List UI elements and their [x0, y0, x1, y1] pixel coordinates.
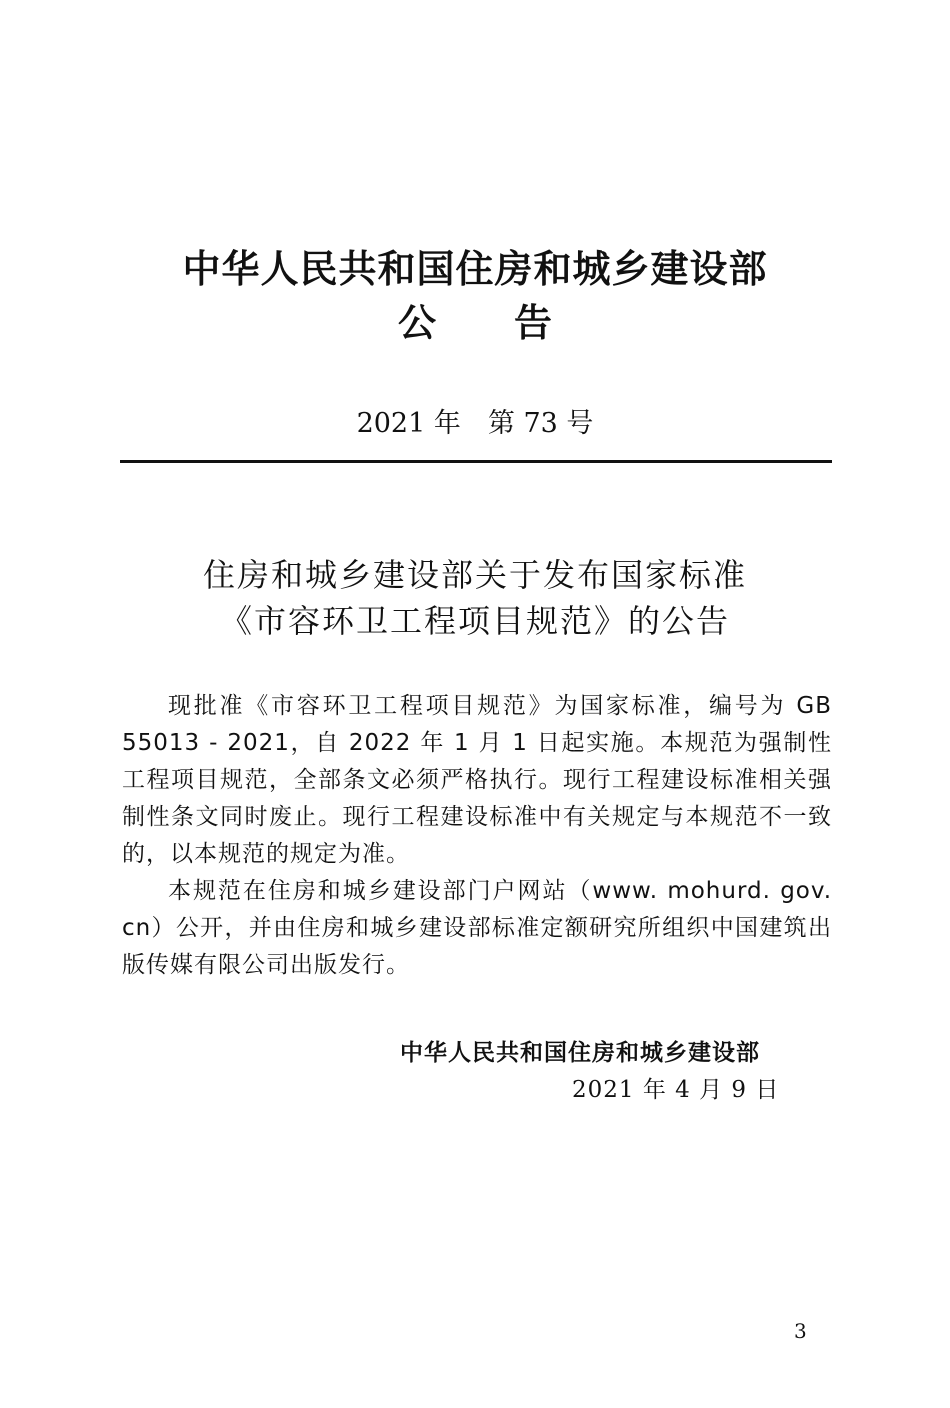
notice-subject — [0, 552, 950, 644]
subject-line-2: 《市容环卫工程项目规范》的公告 — [219, 602, 730, 640]
signatory: 中华人民共和国住房和城乡建设部 — [400, 1040, 760, 1066]
page-number: 3 — [794, 1319, 807, 1343]
header-divider — [120, 460, 832, 463]
issuer-title: 中华人民共和国住房和城乡建设部 — [182, 247, 768, 291]
body-paragraph-1: 现批准《市容环卫工程项目规范》为国家标准，编号为 GB 55013 - 2021，自 2022 年 1 月 1 日起实施。本规范为强制性工程项目规范，全部条文必须严格执行。现行工程建设标准相关强制性条文同时废止。现行工程建设标准中有关规定与本规范不一致的，以本规范的规定为准。 — [122, 693, 832, 867]
signature-date: 2021 年 4 月 9 日 — [572, 1077, 780, 1103]
notice-heading: 公告 — [397, 301, 630, 345]
subject-line-1: 住房和城乡建设部关于发布国家标准 — [202, 556, 747, 594]
body-paragraph-2: 本规范在住房和城乡建设部门户网站（www. mohurd. gov. cn）公开，并由住房和城乡建设部标准定额研究所组织中国建筑出版传媒有限公司出版发行。 — [122, 878, 832, 978]
notice-body — [122, 688, 832, 984]
issue-number: 2021 年 第 73 号 — [356, 408, 594, 439]
